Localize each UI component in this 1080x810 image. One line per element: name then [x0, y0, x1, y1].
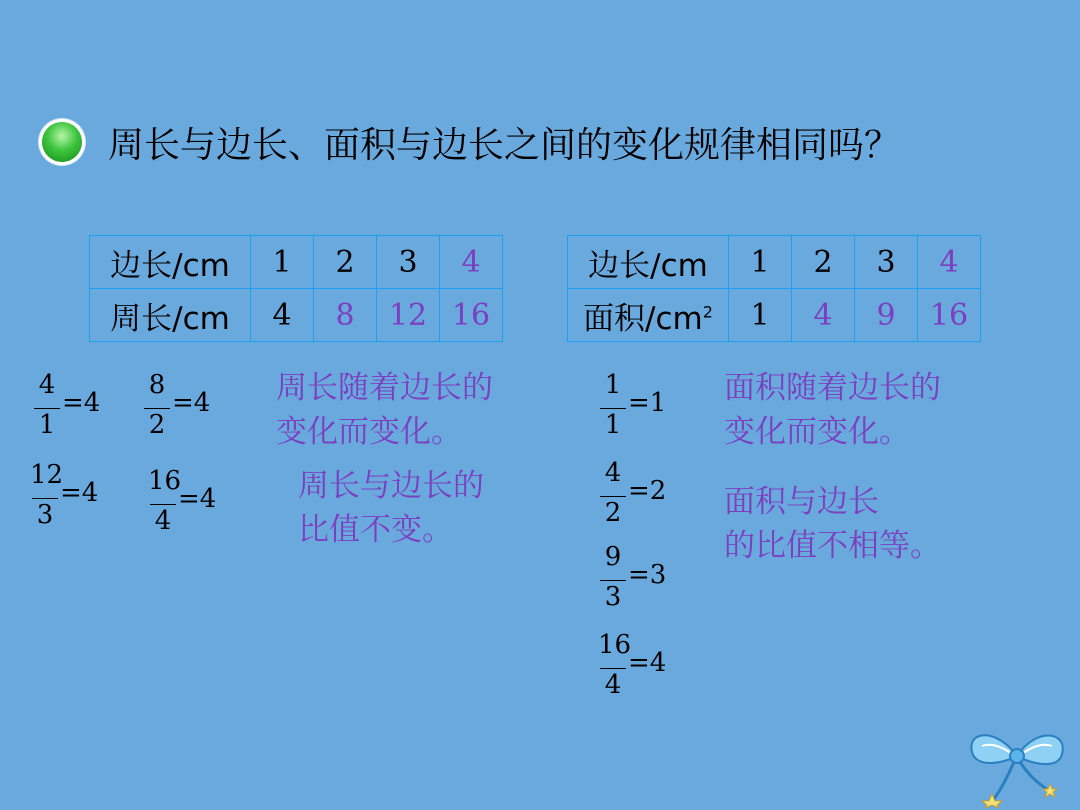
fraction-numerator: 9: [604, 542, 622, 572]
fraction-denominator: 3: [604, 582, 622, 612]
note-line: 的比值不相等。: [724, 528, 941, 564]
table-cell: 8: [314, 289, 377, 342]
fraction: [598, 542, 667, 618]
area-label: 面积/cm: [583, 300, 703, 337]
table-cell: 1: [729, 236, 792, 289]
fraction-result: =4: [628, 648, 667, 678]
fraction: [32, 370, 101, 446]
fraction-denominator: 4: [604, 670, 622, 700]
fraction-denominator: 4: [154, 506, 172, 536]
table-cell: 1: [251, 236, 314, 289]
note-line: 周长与边长的: [298, 468, 484, 504]
fraction-numerator: 16: [598, 630, 632, 660]
table-cell: 9: [855, 289, 918, 342]
table-cell: 12: [377, 289, 440, 342]
table-cell: 16: [440, 289, 503, 342]
table-cell: 边长/cm: [90, 236, 251, 289]
perimeter-table: [89, 235, 503, 342]
fraction-result: =4: [178, 484, 217, 514]
fraction-numerator: 12: [30, 460, 64, 490]
fraction-bar: [144, 408, 170, 409]
note-line: 比值不变。: [298, 512, 453, 548]
note-area-changes: [724, 366, 941, 454]
fraction-bar: [150, 504, 176, 505]
fraction-result: =3: [628, 560, 667, 590]
table-cell: 2: [792, 236, 855, 289]
fraction-result: =4: [60, 478, 99, 508]
fraction-denominator: 1: [604, 410, 622, 440]
table-cell: 边长/cm: [568, 236, 729, 289]
fraction-denominator: 3: [36, 500, 54, 530]
fraction-result: =4: [172, 388, 211, 418]
fraction-result: =1: [628, 388, 667, 418]
fraction-denominator: 1: [38, 410, 56, 440]
fraction-bar: [32, 498, 58, 499]
fraction-numerator: 4: [38, 370, 56, 400]
note-line: 面积随着边长的: [724, 370, 941, 406]
fraction-bar: [600, 408, 626, 409]
fraction: [30, 460, 99, 536]
fraction-result: =4: [62, 388, 101, 418]
table-cell: 16: [918, 289, 981, 342]
note-area-ratio: [724, 480, 941, 568]
fraction-denominator: 2: [148, 410, 166, 440]
fraction-bar: [600, 580, 626, 581]
note-perimeter-ratio: [298, 464, 484, 552]
fraction: [142, 370, 211, 446]
fraction-result: =2: [628, 476, 667, 506]
fraction: [598, 630, 667, 706]
fraction: [148, 466, 217, 542]
fraction-numerator: 8: [148, 370, 166, 400]
fraction-numerator: 4: [604, 458, 622, 488]
fraction: [598, 458, 667, 534]
note-line: 变化而变化。: [276, 414, 462, 450]
table-cell: 4: [918, 236, 981, 289]
area-table: [567, 235, 981, 342]
table-cell: 3: [377, 236, 440, 289]
note-line: 面积与边长: [724, 484, 879, 520]
question-title: 周长与边长、面积与边长之间的变化规律相同吗？: [108, 125, 901, 166]
fraction-numerator: 16: [148, 466, 182, 496]
table-cell: 4: [792, 289, 855, 342]
fraction: [598, 370, 667, 446]
fraction-numerator: 1: [604, 370, 622, 400]
fraction-denominator: 2: [604, 498, 622, 528]
table-cell: 2: [314, 236, 377, 289]
table-cell: 1: [729, 289, 792, 342]
table-cell: 3: [855, 236, 918, 289]
ribbon-bow-icon: [962, 718, 1072, 808]
table-cell: 4: [440, 236, 503, 289]
fraction-bar: [34, 408, 60, 409]
area-label-superscript: 2: [702, 302, 713, 322]
green-bullet-icon: [42, 122, 82, 162]
fraction-bar: [600, 668, 626, 669]
table-cell: [568, 289, 729, 342]
table-cell: 周长/cm: [90, 289, 251, 342]
note-line: 变化而变化。: [724, 414, 910, 450]
note-line: 周长随着边长的: [276, 370, 493, 406]
fraction-bar: [600, 496, 626, 497]
note-perimeter-changes: [276, 366, 493, 454]
table-cell: 4: [251, 289, 314, 342]
